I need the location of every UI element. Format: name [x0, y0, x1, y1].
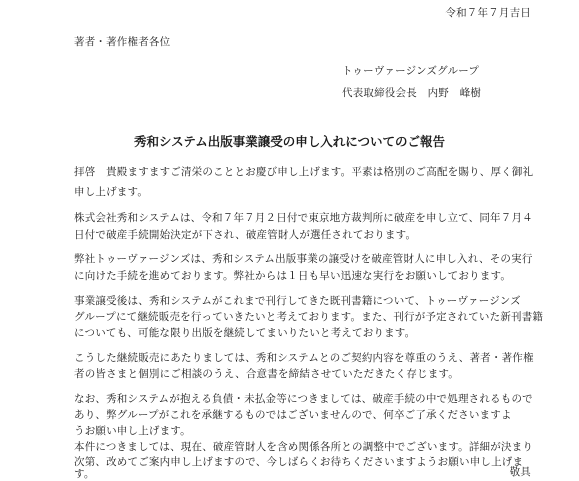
recipient-line: 著者・著作権者各位: [74, 36, 171, 48]
paragraph-2-line-2: 日付で破産手続開始決定が下され、破産管財人が選任されております。: [74, 229, 417, 241]
paragraph-7-line-1: 本件につきましては、現在、破産管財人を含め関係各所との調整中でございます。詳細が決まり: [74, 441, 534, 453]
paragraph-4-line-1: 事業譲受後は、秀和システムがこれまで刊行してきた既刊書籍について、トゥーヴァージンズ: [74, 295, 521, 307]
closing-phrase: 敬具: [509, 466, 531, 478]
paragraph-4-line-2: グループにて継続販売を行っていきたいと考えております。また、刊行が予定されていた新刊書籍: [74, 311, 544, 323]
paragraph-4-line-3: についても、可能な限り出版を継続してまいりたいと考えております。: [74, 327, 416, 339]
sender-organization: トゥーヴァージンズグループ: [342, 65, 480, 77]
document-title: 秀和システム出版事業譲受の申し入れについてのご報告: [133, 134, 445, 149]
sender-representative: 代表取締役会長 内野 峰樹: [342, 87, 482, 99]
paragraph-5-line-1: こうした継続販売にあたりましては、秀和システムとのご契約内容を尊重のうえ、著者・著作権: [74, 352, 534, 364]
paragraph-3-line-1: 弊社トゥーヴァージンズは、秀和システム出版事業の譲受けを破産管財人に申し入れ、その実行: [74, 253, 533, 265]
paragraph-7-line-3: す。: [74, 468, 95, 480]
paragraph-6-line-1: なお、秀和システムが抱える負債・未払金等につきましては、破産手続の中で処理されるもので: [74, 393, 533, 405]
paragraph-1-line-1: 拝啓 貴殿ますますご清栄のこととお慶び申し上げます。平素は格別のご高配を賜り、厚く御礼: [74, 166, 534, 178]
paragraph-2-line-1: 株式会社秀和システムは、令和７年７月２日付で東京地方裁判所に破産を申し立て、同年７月４: [74, 212, 533, 224]
paragraph-6-line-2: あり、弊グループがこれを承継するものではございませんので、何卒ご了承くださいますよ: [74, 409, 512, 421]
paragraph-5-line-2: 者の皆さまと個別にご相談のうえ、合意書を締結させていただきたく存じます。: [74, 368, 459, 380]
paragraph-7-line-2: 次第、改めてご案内申し上げますので、今しばらくお待ちくださいますようお願い申し上げま: [74, 456, 524, 468]
letter-date: 令和７年７月吉日: [445, 7, 531, 19]
paragraph-3-line-2: に向けた手続を進めております。弊社からは１日も早い迅速な実行をお願いしております。: [74, 270, 512, 282]
paragraph-1-line-2: 申し上げます。: [74, 186, 149, 198]
paragraph-6-line-3: うお願い申し上げます。: [74, 425, 191, 437]
